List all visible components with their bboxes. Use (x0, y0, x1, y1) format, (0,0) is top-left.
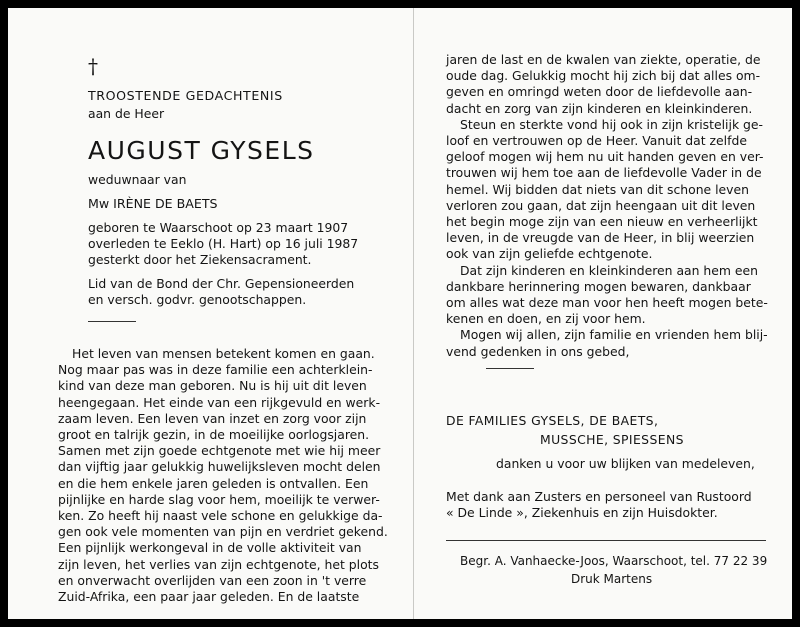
text-line: groot en talrijk gezin, in de moeilijke oorlogsjaren. (58, 427, 370, 443)
tribute-text-right (446, 52, 776, 360)
tribute-text-left (58, 346, 388, 605)
text-line: kenen en doen, en zij voor hem. (446, 311, 646, 327)
text-line: verloren zou gaan, dat zijn heengaan uit dit leven (446, 197, 756, 213)
text-line: Mogen wij allen, zijn familie en vrienden hem blij- (460, 327, 768, 343)
printer-address: Begr. A. Vanhaecke-Joos, Waarschoot, tel. 77 22 39 (460, 554, 768, 568)
text-line: Dat zijn kinderen en kleinkinderen aan hem een (460, 262, 759, 278)
text-line: oude dag. Gelukkig mocht hij zich bij dat alles om- (446, 68, 761, 84)
separator-rule (486, 368, 534, 369)
sacrament-line: gesterkt door het Ziekensacrament. (88, 252, 312, 268)
card-heading: TROOSTENDE GEDACHTENIS (88, 88, 283, 103)
gratitude-note (446, 489, 752, 521)
text-line: trouwen wij hem toe aan de liefdevolle Vader in de (446, 165, 762, 181)
text-line: dan vijftig jaar gelukkig huwelijksleven mocht delen (58, 459, 381, 475)
card-fold-line (413, 8, 414, 619)
memorial-card (8, 8, 792, 619)
membership-line: Lid van de Bond der Chr. Gepensioneerden (88, 276, 355, 291)
relation-label: weduwnaar van (88, 172, 187, 187)
text-line: dankbare herinnering mogen bewaren, dankbaar (446, 278, 751, 294)
text-line: Het leven van mensen betekent komen en gaan. (72, 346, 375, 361)
text-line: ken. Zo heeft hij naast vele schone en gelukkige da- (58, 508, 383, 524)
text-line: en onverwacht overlijden van een zoon in 't verre (58, 572, 367, 588)
text-line: kind van deze man geboren. Nu is hij uit dit leven (58, 378, 367, 394)
text-line: om alles wat deze man voor hen heeft mogen bete- (446, 295, 768, 311)
text-line: Samen met zijn goede echtgenote met wie hij meer (58, 443, 381, 459)
separator-rule (88, 321, 136, 322)
text-line: vend gedenken in ons gebed, (446, 343, 630, 359)
text-line: en die hem enkele jaren geleden is ontvallen. Een (58, 475, 369, 491)
text-line: pijnlijke en harde slag voor hem, moeilijk te verwer- (58, 491, 380, 507)
families-line-1: DE FAMILIES GYSELS, DE BAETS, (446, 413, 659, 428)
text-line: ook van zijn geliefde echtgenote. (446, 246, 653, 262)
thanks-line: danken u voor uw blijken van medeleven, (496, 456, 755, 471)
text-line: zijn leven, het verlies van zijn echtgenote, het plots (58, 556, 379, 572)
deceased-name: AUGUST GYSELS (88, 136, 315, 165)
text-line: jaren de last en de kwalen van ziekte, operatie, de (446, 52, 761, 67)
printer-rule (446, 540, 766, 541)
text-line: loof en vertrouwen op de Heer. Vanuit dat zelfde (446, 133, 747, 149)
text-line: hemel. Wij bidden dat niets van dit schone leven (446, 181, 749, 197)
text-line: Zuid-Afrika, een paar jaar geleden. En de laatste (58, 589, 360, 605)
text-line: gen ook vele momenten van pijn en verdriet gekend. (58, 524, 388, 540)
life-dates (88, 220, 358, 269)
text-line: het begin moge zijn van een nieuw en verheerlijkt (446, 214, 758, 230)
membership (88, 276, 354, 308)
death-line: overleden te Eeklo (H. Hart) op 16 juli 1987 (88, 236, 359, 252)
card-subheading: aan de Heer (88, 106, 165, 121)
membership-line: en versch. godvr. genootschappen. (88, 292, 307, 308)
text-line: zaam leven. Een leven van inzet en zorg voor zijn (58, 410, 367, 426)
text-line: dacht en zorg van zijn kinderen en kleinkinderen. (446, 100, 753, 116)
text-line: geven en omringd weten door de liefdevolle aan- (446, 84, 753, 100)
text-line: Een pijnlijk werkongeval in de volle aktiviteit van (58, 540, 362, 556)
text-line: Steun en sterkte vond hij ook in zijn kristelijk ge- (460, 116, 764, 132)
text-line: heengegaan. Het einde van een rijkgevuld en werk- (58, 394, 381, 410)
printer-name: Druk Martens (571, 572, 653, 586)
gratitude-line: « De Linde », Ziekenhuis en zijn Huisdokter. (446, 505, 718, 521)
families-line-2: MUSSCHE, SPIESSENS (540, 432, 684, 447)
text-line: geloof mogen wij hem nu uit handen geven en ver- (446, 149, 764, 165)
spouse-name: Mw IRÈNE DE BAETS (88, 196, 218, 211)
text-line: Nog maar pas was in deze familie een achterklein- (58, 362, 373, 378)
cross-symbol: † (88, 54, 98, 78)
gratitude-line: Met dank aan Zusters en personeel van Rustoord (446, 489, 752, 504)
text-line: leven, in de vreugde van de Heer, in blij weerzien (446, 230, 755, 246)
birth-line: geboren te Waarschoot op 23 maart 1907 (88, 220, 349, 235)
